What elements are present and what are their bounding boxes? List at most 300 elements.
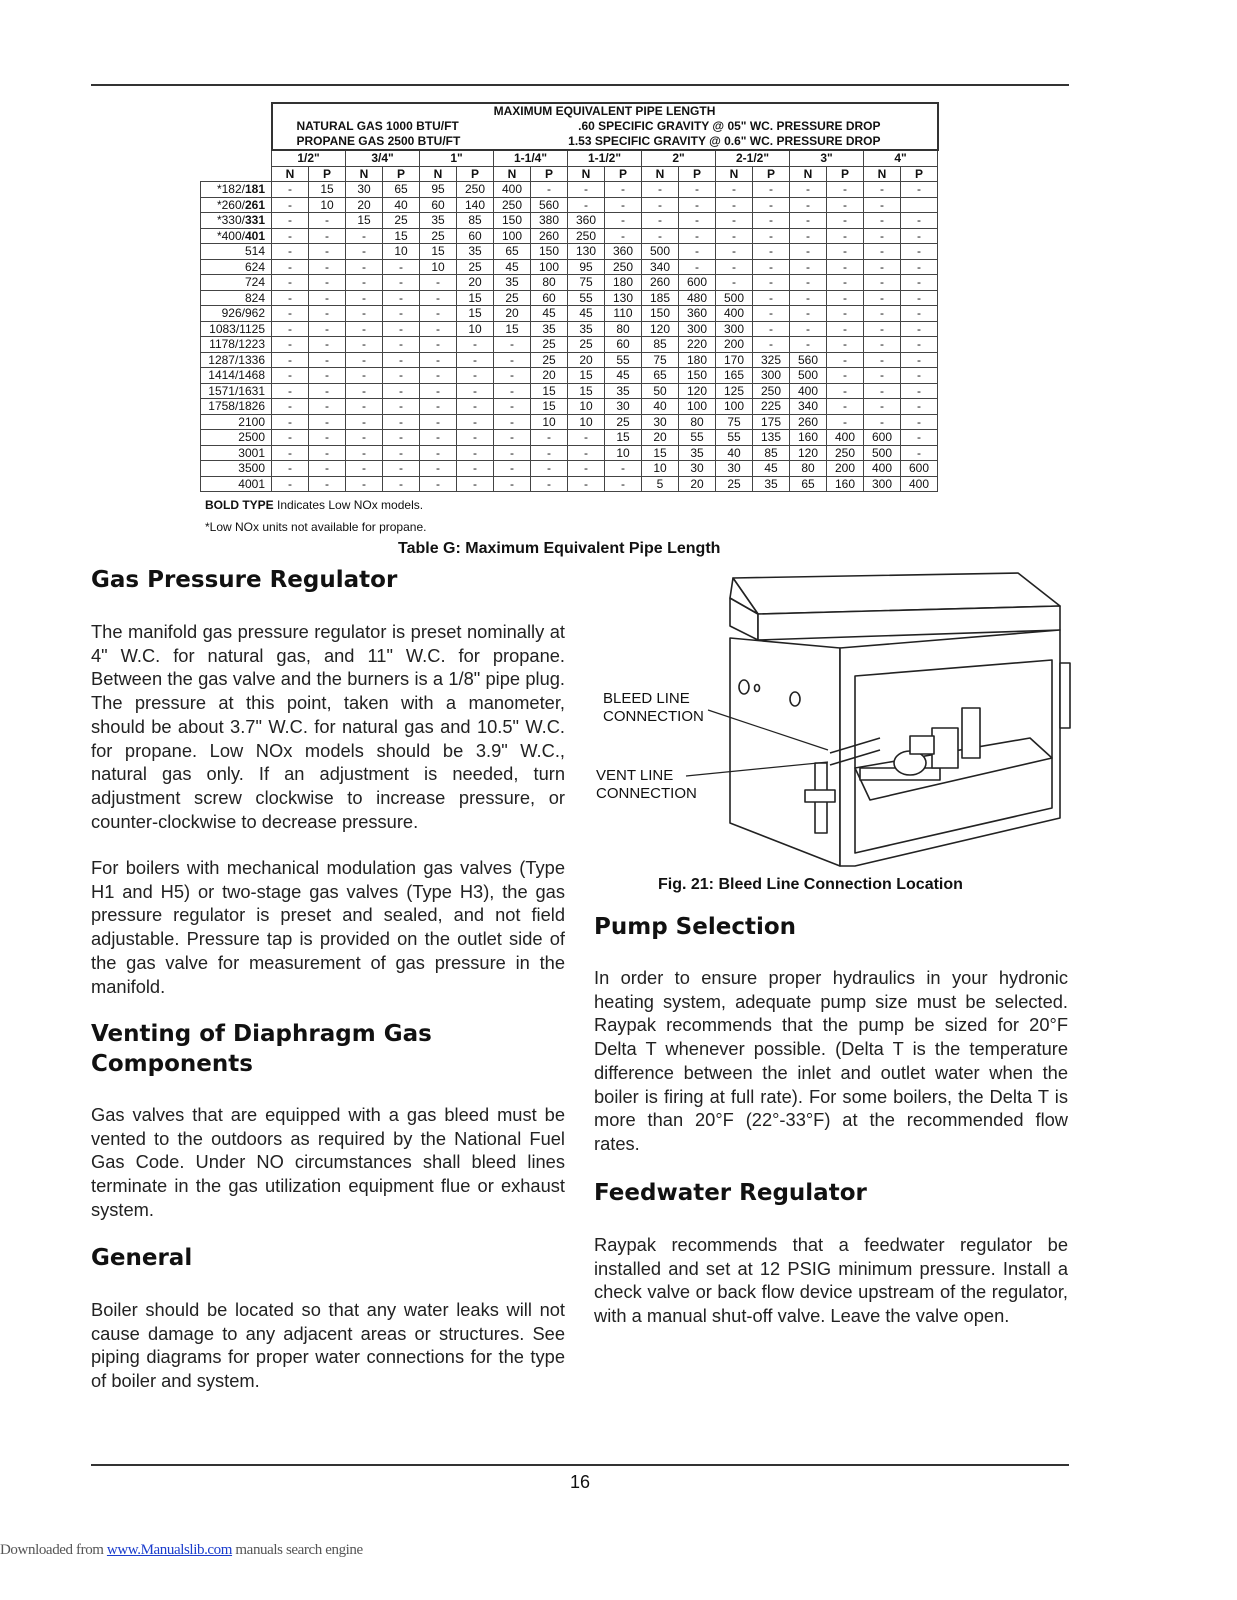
- pipe-length-cell: 40: [383, 197, 420, 213]
- table-row: [201, 461, 938, 477]
- pipe-length-cell: 5: [642, 476, 679, 492]
- pipe-length-cell: -: [605, 228, 642, 244]
- pipe-length-cell: -: [272, 228, 309, 244]
- table-row: [201, 228, 938, 244]
- model-number: 1287/1336: [208, 352, 265, 367]
- pipe-length-cell: -: [531, 430, 568, 446]
- footer: [0, 1542, 363, 1559]
- pipe-length-cell: -: [901, 321, 938, 337]
- pressure-gauge-3: [755, 685, 760, 692]
- pipe-length-cell: -: [346, 383, 383, 399]
- pipe-length-cell: 500: [864, 445, 901, 461]
- model-cell: [201, 213, 272, 229]
- pipe-length-cell: -: [309, 290, 346, 306]
- pipe-length-cell: 120: [679, 383, 716, 399]
- pipe-length-cell: -: [272, 383, 309, 399]
- pipe-size-header: 1-1/4": [494, 150, 568, 166]
- model-cell: [201, 476, 272, 492]
- pipe-length-cell: 100: [494, 228, 531, 244]
- pipe-length-cell: 600: [679, 275, 716, 291]
- pipe-length-cell: 325: [753, 352, 790, 368]
- pipe-length-cell: 35: [420, 213, 457, 229]
- pipe-length-cell: 30: [642, 414, 679, 430]
- venting-paragraph: Gas valves that are equipped with a gas bleed must be vented to the outdoors as required by the National Fuel Gas Code. Under NO circumstances shall bleed lines terminate in the gas utilization equipment flue or exhaust system.: [91, 1104, 565, 1220]
- heading-gas-pressure: Gas Pressure Regulator: [91, 567, 398, 593]
- model-cell: [201, 321, 272, 337]
- pipe-length-cell: 150: [494, 213, 531, 229]
- pipe-length-cell: -: [272, 182, 309, 198]
- pipe-length-cell: 150: [642, 306, 679, 322]
- model-number: 724: [244, 275, 265, 290]
- heading-venting-line-1: Venting of Diaphragm Gas: [91, 1021, 432, 1047]
- pipe-length-cell: 220: [679, 337, 716, 353]
- pipe-length-cell: 360: [679, 306, 716, 322]
- pipe-length-cell: -: [568, 182, 605, 198]
- pipe-length-cell: -: [346, 476, 383, 492]
- table-row: [201, 275, 938, 291]
- pipe-length-cell: -: [309, 383, 346, 399]
- pipe-length-cell: 400: [864, 461, 901, 477]
- bleed-line-label: [603, 690, 704, 726]
- pipe-length-cell: -: [790, 244, 827, 260]
- pipe-length-cell: -: [346, 321, 383, 337]
- table-note-text: Indicates Low NOx models.: [273, 498, 424, 512]
- pipe-length-cell: 125: [716, 383, 753, 399]
- model-cell: [201, 275, 272, 291]
- table-row: [201, 383, 938, 399]
- model-cell: [201, 430, 272, 446]
- pipe-length-cell: -: [753, 321, 790, 337]
- pipe-length-cell: -: [383, 383, 420, 399]
- pipe-length-cell: -: [864, 213, 901, 229]
- pipe-length-cell: -: [309, 368, 346, 384]
- pipe-length-cell: -: [827, 337, 864, 353]
- model-number: *330/: [216, 213, 245, 228]
- pipe-length-cell: -: [901, 228, 938, 244]
- pipe-length-cell: -: [346, 414, 383, 430]
- pipe-length-cell: -: [864, 352, 901, 368]
- model-cell: [201, 228, 272, 244]
- pipe-length-cell: 340: [642, 259, 679, 275]
- pipe-length-cell: 10: [605, 445, 642, 461]
- pipe-length-cell: 380: [531, 213, 568, 229]
- model-cell: [201, 197, 272, 213]
- pipe-length-cell: -: [679, 244, 716, 260]
- pipe-size-header: 4": [864, 150, 938, 166]
- model-cell: [201, 414, 272, 430]
- pipe-length-cell: -: [753, 213, 790, 229]
- table-natural-gas: NATURAL GAS 1000 BTU/FT: [296, 119, 459, 133]
- table-row: [201, 290, 938, 306]
- pipe-length-cell: -: [420, 461, 457, 477]
- table-title-row: [201, 103, 938, 150]
- pipe-length-cell: -: [272, 259, 309, 275]
- pipe-length-cell: 180: [679, 352, 716, 368]
- model-number: *182/: [216, 182, 245, 197]
- model-cell: [201, 337, 272, 353]
- pipe-length-cell: 560: [790, 352, 827, 368]
- pipe-length-cell: -: [901, 182, 938, 198]
- pipe-length-cell: 45: [494, 259, 531, 275]
- model-number: 3001: [238, 445, 265, 460]
- pipe-length-cell: -: [827, 306, 864, 322]
- pipe-length-cell: -: [420, 306, 457, 322]
- table-size-row: [201, 150, 938, 166]
- pipe-length-cell: 10: [642, 461, 679, 477]
- pipe-length-cell: -: [642, 228, 679, 244]
- pipe-length-cell: -: [272, 352, 309, 368]
- pipe-length-cell: 160: [827, 476, 864, 492]
- table-row: [201, 259, 938, 275]
- pipe-length-cell: -: [383, 321, 420, 337]
- model-number-lownox: 331: [244, 213, 265, 228]
- pipe-length-cell: -: [901, 259, 938, 275]
- general-paragraph: Boiler should be located so that any water leaks will not cause damage to any adjacent areas or structures. See piping diagrams for proper water connections for the type of boiler and system.: [91, 1299, 565, 1392]
- pipe-length-cell: -: [864, 275, 901, 291]
- pipe-length-cell: 65: [383, 182, 420, 198]
- pipe-length-cell: 25: [531, 352, 568, 368]
- pipe-length-cell: 260: [642, 275, 679, 291]
- figure-caption: Fig. 21: Bleed Line Connection Location: [658, 876, 963, 893]
- pipe-length-cell: 15: [346, 213, 383, 229]
- pipe-length-cell: -: [272, 461, 309, 477]
- pipe-length-cell: 100: [531, 259, 568, 275]
- model-number: 1178/1223: [209, 337, 265, 352]
- gas-type-header: N: [346, 166, 383, 182]
- pipe-length-cell: -: [494, 476, 531, 492]
- pipe-length-cell: 500: [642, 244, 679, 260]
- table-row: [201, 321, 938, 337]
- pipe-length-cell: -: [827, 244, 864, 260]
- pipe-length-cell: -: [309, 430, 346, 446]
- pipe-length-cell: -: [346, 259, 383, 275]
- pipe-length-cell: 500: [790, 368, 827, 384]
- model-number: 2100: [238, 414, 265, 429]
- pipe-length-cell: -: [679, 228, 716, 244]
- pipe-length-cell: -: [272, 290, 309, 306]
- pipe-length-cell: -: [309, 414, 346, 430]
- pipe-length-cell: -: [753, 244, 790, 260]
- pipe-length-cell: -: [901, 275, 938, 291]
- pipe-length-cell: 80: [679, 414, 716, 430]
- pipe-length-cell: -: [827, 383, 864, 399]
- pipe-size-header: 1-1/2": [568, 150, 642, 166]
- pipe-length-cell: 65: [790, 476, 827, 492]
- pipe-length-cell: -: [827, 275, 864, 291]
- vent-line-label: [596, 767, 697, 803]
- pipe-length-cell: -: [346, 244, 383, 260]
- heading-feedwater: Feedwater Regulator: [594, 1180, 867, 1206]
- model-cell: [201, 383, 272, 399]
- gas-type-header: P: [901, 166, 938, 182]
- pipe-length-cell: -: [753, 290, 790, 306]
- pipe-length-cell: -: [420, 275, 457, 291]
- model-number-lownox: 401: [244, 228, 265, 243]
- pipe-length-cell: -: [494, 445, 531, 461]
- gas-type-header: N: [642, 166, 679, 182]
- pipe-length-cell: -: [457, 368, 494, 384]
- pipe-size-header: 1": [420, 150, 494, 166]
- pipe-length-cell: -: [790, 213, 827, 229]
- pipe-length-cell: -: [272, 213, 309, 229]
- pipe-length-cell: -: [346, 337, 383, 353]
- pipe-length-cell: -: [309, 213, 346, 229]
- model-cell: [201, 290, 272, 306]
- pipe-length-cell: -: [346, 290, 383, 306]
- gas-type-header: P: [531, 166, 568, 182]
- pipe-length-cell: 600: [864, 430, 901, 446]
- pipe-length-cell: -: [457, 445, 494, 461]
- pipe-length-cell: -: [346, 445, 383, 461]
- pipe-length-cell: 250: [457, 182, 494, 198]
- table-propane-row: [273, 134, 937, 149]
- pipe-length-cell: -: [642, 197, 679, 213]
- pipe-length-cell: -: [827, 182, 864, 198]
- pipe-length-cell: -: [346, 275, 383, 291]
- pipe-length-cell: 25: [605, 414, 642, 430]
- pipe-length-cell: -: [605, 197, 642, 213]
- pipe-length-cell: 35: [494, 275, 531, 291]
- pipe-length-cell: 20: [457, 275, 494, 291]
- pipe-length-cell: 30: [346, 182, 383, 198]
- pipe-length-cell: 250: [827, 445, 864, 461]
- page-number: 16: [569, 1472, 591, 1492]
- pipe-length-cell: -: [864, 259, 901, 275]
- pipe-length-cell: 45: [531, 306, 568, 322]
- pipe-length-cell: 15: [383, 228, 420, 244]
- pipe-length-cell: 150: [679, 368, 716, 384]
- vent-label-line-2: CONNECTION: [596, 785, 697, 802]
- pipe-length-cell: 30: [679, 461, 716, 477]
- pipe-length-cell: 60: [605, 337, 642, 353]
- gas-type-header: N: [568, 166, 605, 182]
- pipe-length-cell: 40: [716, 445, 753, 461]
- pipe-length-cell: -: [568, 445, 605, 461]
- table-note-bold: BOLD TYPE: [205, 498, 274, 512]
- pipe-length-cell: 15: [494, 321, 531, 337]
- pipe-length-cell: -: [494, 368, 531, 384]
- pipe-length-cell: 85: [753, 445, 790, 461]
- pipe-size-header: 3/4": [346, 150, 420, 166]
- pipe-length-cell: -: [383, 259, 420, 275]
- pipe-length-cell: 60: [420, 197, 457, 213]
- pipe-length-cell: 95: [568, 259, 605, 275]
- pipe-length-cell: -: [753, 259, 790, 275]
- bleed-label-line-2: CONNECTION: [603, 708, 704, 725]
- pipe-length-cell: -: [420, 337, 457, 353]
- pipe-length-cell: 130: [568, 244, 605, 260]
- vent-label-line-1: VENT LINE: [596, 767, 674, 784]
- pipe-length-cell: 15: [457, 306, 494, 322]
- pipe-length-cell: -: [901, 290, 938, 306]
- pipe-length-cell: -: [753, 337, 790, 353]
- gas-type-header: N: [790, 166, 827, 182]
- heading-venting: [91, 1019, 432, 1079]
- table-blank-cell: [201, 166, 272, 182]
- pipe-length-cell: -: [901, 306, 938, 322]
- model-cell: [201, 182, 272, 198]
- pipe-length-cell: 25: [383, 213, 420, 229]
- pipe-length-cell: 45: [605, 368, 642, 384]
- pipe-length-cell: 55: [605, 352, 642, 368]
- pipe-length-cell: -: [531, 461, 568, 477]
- pipe-length-cell: -: [568, 197, 605, 213]
- model-number: *400/: [216, 228, 245, 243]
- pipe-length-cell: 75: [716, 414, 753, 430]
- pipe-length-cell: -: [420, 414, 457, 430]
- pipe-length-cell: -: [716, 259, 753, 275]
- pipe-length-cell: -: [864, 399, 901, 415]
- gas-type-header: N: [272, 166, 309, 182]
- pipe-length-cell: -: [309, 244, 346, 260]
- pipe-length-cell: -: [309, 306, 346, 322]
- pipe-length-cell: -: [457, 383, 494, 399]
- pipe-length-cell: -: [568, 476, 605, 492]
- pipe-length-cell: -: [383, 306, 420, 322]
- model-number: 1571/1631: [208, 383, 265, 398]
- pipe-length-cell: 180: [605, 275, 642, 291]
- pipe-length-cell: -: [716, 244, 753, 260]
- pipe-length-cell: -: [309, 476, 346, 492]
- pipe-length-cell: 80: [531, 275, 568, 291]
- pipe-length-cell: 95: [420, 182, 457, 198]
- model-cell: [201, 259, 272, 275]
- pipe-length-cell: 250: [753, 383, 790, 399]
- table-row: [201, 476, 938, 492]
- model-number: 1758/1826: [208, 399, 265, 414]
- pipe-length-cell: -: [494, 461, 531, 477]
- pipe-length-cell: -: [864, 368, 901, 384]
- model-number: 1083/1125: [209, 321, 265, 336]
- pipe-length-cell: -: [272, 306, 309, 322]
- pipe-length-cell: -: [864, 337, 901, 353]
- pipe-length-cell: 250: [494, 197, 531, 213]
- pipe-length-cell: -: [383, 430, 420, 446]
- pipe-length-cell: 165: [716, 368, 753, 384]
- pipe-length-cell: -: [827, 259, 864, 275]
- pipe-length-cell: -: [309, 399, 346, 415]
- pipe-length-cell: 360: [605, 244, 642, 260]
- pipe-length-cell: 65: [494, 244, 531, 260]
- pipe-length-cell: 20: [679, 476, 716, 492]
- model-cell: [201, 445, 272, 461]
- pipe-length-cell: -: [679, 182, 716, 198]
- model-cell: [201, 244, 272, 260]
- table-natural-gravity: .60 SPECIFIC GRAVITY @ 05" WC. PRESSURE DROP: [578, 119, 881, 133]
- pipe-length-cell: -: [494, 352, 531, 368]
- pipe-size-header: 2-1/2": [716, 150, 790, 166]
- pipe-length-cell: -: [383, 275, 420, 291]
- pipe-length-cell: -: [753, 197, 790, 213]
- table-note: [205, 498, 423, 512]
- pipe-length-cell: 15: [568, 368, 605, 384]
- pipe-length-cell: -: [383, 445, 420, 461]
- pipe-length-cell: 65: [642, 368, 679, 384]
- pipe-length-cell: -: [383, 337, 420, 353]
- pipe-length-cell: -: [346, 399, 383, 415]
- pipe-length-cell: -: [864, 182, 901, 198]
- pipe-length-cell: -: [420, 399, 457, 415]
- gas-pressure-paragraph-2: For boilers with mechanical modulation gas valves (Type H1 and H5) or two-stage gas valves (Type H3), the gas pressure regulator is preset and sealed, and not field adjustable. Pressure tap is provided on the outlet side of the gas valve for measurement of gas pressure in the manifold.: [91, 857, 565, 997]
- pipe-length-cell: -: [457, 414, 494, 430]
- pipe-length-cell: -: [827, 197, 864, 213]
- pipe-length-cell: -: [383, 290, 420, 306]
- pipe-length-cell: -: [309, 259, 346, 275]
- pipe-length-cell: 130: [605, 290, 642, 306]
- pipe-length-cell: 20: [531, 368, 568, 384]
- pipe-length-cell: 400: [827, 430, 864, 446]
- pipe-length-cell: -: [901, 445, 938, 461]
- pipe-length-cell: -: [901, 430, 938, 446]
- pipe-length-cell: -: [420, 476, 457, 492]
- pipe-length-cell: -: [864, 244, 901, 260]
- table-title-cell: [272, 103, 938, 150]
- pipe-length-cell: -: [716, 182, 753, 198]
- pipe-length-cell: -: [383, 476, 420, 492]
- pipe-length-cell: -: [790, 228, 827, 244]
- pipe-length-cell: 340: [790, 399, 827, 415]
- pipe-length-cell: -: [605, 182, 642, 198]
- heading-venting-line-2: Components: [91, 1051, 253, 1077]
- pipe-length-cell: 15: [309, 182, 346, 198]
- table-row: [201, 306, 938, 322]
- pipe-length-cell: -: [679, 213, 716, 229]
- pipe-length-cell: 10: [568, 414, 605, 430]
- pipe-length-cell: -: [901, 414, 938, 430]
- table-np-row: [201, 166, 938, 182]
- pipe-length-cell: 25: [457, 259, 494, 275]
- pipe-length-cell: 35: [531, 321, 568, 337]
- pipe-length-cell: -: [568, 461, 605, 477]
- pipe-length-cell: -: [383, 461, 420, 477]
- pipe-length-cell: 55: [679, 430, 716, 446]
- pipe-length-cell: 20: [346, 197, 383, 213]
- valve-top: [910, 736, 934, 754]
- pipe-length-cell: 15: [568, 383, 605, 399]
- pipe-size-header: 1/2": [272, 150, 346, 166]
- pipe-length-cell: 170: [716, 352, 753, 368]
- pipe-length-cell: -: [272, 430, 309, 446]
- gas-type-header: N: [864, 166, 901, 182]
- pipe-length-cell: -: [790, 321, 827, 337]
- pipe-length-cell: 45: [568, 306, 605, 322]
- pipe-length-cell: -: [901, 368, 938, 384]
- pipe-length-cell: 260: [790, 414, 827, 430]
- pipe-length-cell: -: [864, 306, 901, 322]
- pipe-length-cell: 15: [642, 445, 679, 461]
- pipe-length-cell: -: [420, 352, 457, 368]
- model-cell: [201, 399, 272, 415]
- pipe-length-cell: 140: [457, 197, 494, 213]
- footer-link[interactable]: www.Manualslib.com: [106, 1542, 233, 1558]
- table-corner-cell: [201, 103, 272, 150]
- model-number-lownox: 261: [244, 197, 265, 212]
- pipe-length-cell: -: [827, 290, 864, 306]
- table-row: [201, 445, 938, 461]
- pipe-length-cell: 300: [864, 476, 901, 492]
- model-number: *260/: [216, 197, 245, 212]
- pipe-length-cell: 225: [753, 399, 790, 415]
- pipe-length-cell: 300: [716, 321, 753, 337]
- pipe-length-cell: 10: [531, 414, 568, 430]
- pipe-length-cell: -: [309, 445, 346, 461]
- pipe-length-cell: -: [901, 399, 938, 415]
- table-caption: Table G: Maximum Equivalent Pipe Length: [398, 540, 721, 557]
- pipe-size-header: 2": [642, 150, 716, 166]
- pressure-gauge-1: [739, 680, 749, 694]
- gas-pipe-tee: [805, 790, 835, 802]
- table-row: [201, 414, 938, 430]
